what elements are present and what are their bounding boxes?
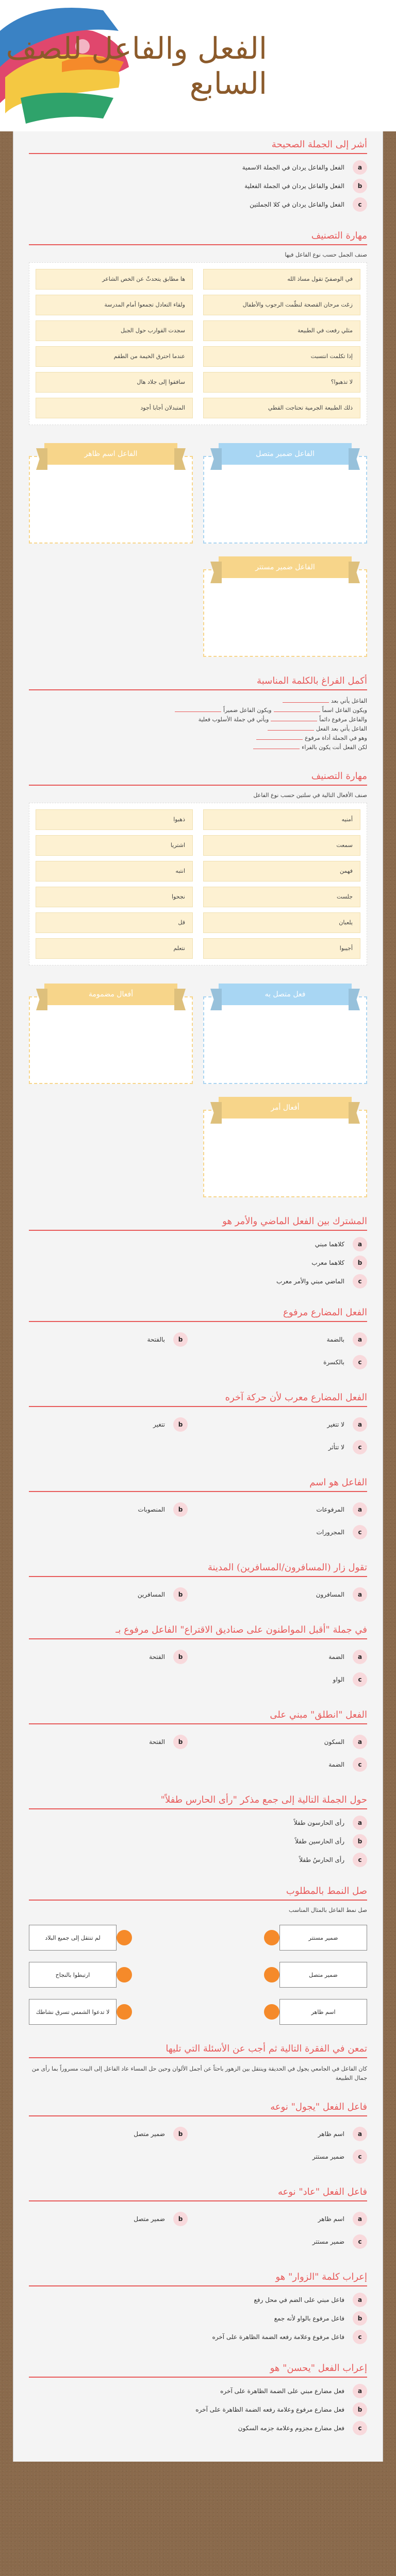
option-text: المنصوبات <box>138 1506 165 1513</box>
option-text: الفعل والفاعل يردان في الجملة الفعلية <box>244 182 344 190</box>
option-text: المرفوعات <box>316 1506 344 1513</box>
fill-line: الفاعل يأتي بعد الفعل <box>316 725 367 732</box>
draggable-chip[interactable]: اشتريا <box>36 835 193 856</box>
draggable-chip[interactable]: جلست <box>203 887 360 907</box>
option-b[interactable] <box>29 2127 188 2141</box>
question-title: الفاعل هو اسم <box>29 1477 367 1492</box>
option-a[interactable] <box>208 1650 367 1664</box>
option-b[interactable] <box>29 1256 367 1270</box>
drop-bin[interactable] <box>203 1094 367 1197</box>
bin-label: أفعال أمر <box>219 1097 352 1118</box>
option-letter: b <box>353 1834 367 1849</box>
draggable-chip[interactable]: نتعلم <box>36 938 193 959</box>
question-title: حول الجملة التالية إلى جمع مذكر "رأى الحارس طفلاً" <box>29 1794 367 1809</box>
question-8 <box>29 1477 367 1544</box>
fill-line: ويكون الفاعل اسماً <box>322 707 367 714</box>
drag-pool <box>29 262 367 425</box>
option-a[interactable] <box>208 1735 367 1749</box>
question-10 <box>29 1624 367 1691</box>
option-text: لا تتأثر <box>328 1444 344 1451</box>
option-a[interactable] <box>208 2212 367 2226</box>
draggable-chip[interactable]: ذلك الطبيعة الجرمية تحتاجت القطي <box>203 398 360 418</box>
draggable-chip[interactable]: مثلي رفعت في الطبيعة <box>203 320 360 341</box>
draggable-chip[interactable]: سجدت القوارب حول الجبل <box>36 320 193 341</box>
question-5 <box>29 1216 367 1289</box>
option-c[interactable] <box>208 1440 367 1454</box>
option-letter: b <box>173 1502 188 1517</box>
option-a[interactable] <box>29 2293 367 2307</box>
drop-bin[interactable] <box>203 554 367 657</box>
draggable-chip[interactable]: قل <box>36 912 193 933</box>
option-letter: b <box>353 1256 367 1270</box>
option-text: السكون <box>324 1738 344 1745</box>
option-c[interactable] <box>208 2234 367 2249</box>
fill-line: وهو في الجملة أداة مرفوع <box>305 735 367 741</box>
option-letter: a <box>353 1417 367 1432</box>
option-a[interactable] <box>208 2127 367 2141</box>
draggable-chip[interactable]: سافقوا إلى جلاد هال <box>36 372 193 393</box>
option-b[interactable] <box>29 179 367 193</box>
blank-input[interactable] <box>175 706 221 712</box>
option-text: الفتحة <box>149 1738 165 1745</box>
drop-bin[interactable] <box>203 981 367 1084</box>
option-letter: a <box>353 1816 367 1830</box>
option-letter: b <box>353 179 367 193</box>
fill-line: الفاعل يأتي بعد <box>331 698 367 704</box>
draggable-chip[interactable]: أجيبوا <box>203 938 360 959</box>
reading-paragraph: كان الفاعل في الجامعي يجول في الحديقة وينتقل بين الزهور باحثاً عن أجمل الألوان وحين حل المساء عاد الفاعل إلى البيت مسروراً بما رأى من جمال الطبيعة <box>31 2065 367 2081</box>
drop-bins <box>29 981 367 1197</box>
fill-line: لكن الفعل أنت يكون بالفراء <box>302 744 367 751</box>
option-letter: c <box>353 2330 367 2344</box>
bin-label: الفاعل ضمير مستتر <box>219 556 352 578</box>
question-17 <box>29 2272 367 2344</box>
question-title: الفعل المضارع معرب لأن حركة آخره <box>29 1392 367 1407</box>
worksheet-header <box>0 0 396 131</box>
option-a[interactable] <box>29 2384 367 2398</box>
match-dot-icon[interactable] <box>264 2004 279 2020</box>
option-c[interactable] <box>29 1853 367 1867</box>
draggable-chip[interactable]: فهمن <box>203 861 360 882</box>
option-b[interactable] <box>29 1502 188 1517</box>
draggable-chip[interactable]: ولقاء التعادل تجمعوا أمام المدرسة <box>36 295 193 315</box>
question-title: في جملة "أقبل المواطنون على صناديق الاقتراع" الفاعل مرفوع بـ <box>29 1624 367 1639</box>
match-dot-icon[interactable] <box>117 2004 132 2020</box>
option-text: ضمير متصل <box>134 2130 165 2138</box>
option-letter: a <box>353 1735 367 1749</box>
match-row <box>29 1925 367 1951</box>
question-title: الفعل المضارع مرفوع <box>29 1307 367 1322</box>
option-c[interactable] <box>29 2330 367 2344</box>
drop-bins <box>29 440 367 657</box>
match-left-box[interactable]: ضمير مستتر <box>279 1925 367 1951</box>
option-letter: a <box>353 2127 367 2141</box>
option-letter: a <box>353 2384 367 2398</box>
match-dot-icon[interactable] <box>117 1930 132 1945</box>
draggable-chip[interactable]: ذهبوا <box>36 809 193 830</box>
question-9 <box>29 1562 367 1606</box>
fill-line: ويكون الفاعل ضميراً <box>223 707 272 714</box>
option-text: اسم ظاهر <box>318 2130 344 2138</box>
bin-label: الفاعل اسم ظاهر <box>44 443 177 465</box>
option-text: فاعل مرفوع بالواو لأنه جمع <box>274 2315 344 2322</box>
option-b[interactable] <box>29 1332 188 1347</box>
option-c[interactable] <box>29 2421 367 2435</box>
drag-pool <box>29 803 367 965</box>
option-letter: c <box>353 1672 367 1687</box>
option-letter: c <box>353 1355 367 1369</box>
drop-bin[interactable] <box>29 981 193 1084</box>
option-letter: a <box>353 1587 367 1602</box>
option-c[interactable] <box>29 197 367 212</box>
option-letter: b <box>173 2127 188 2141</box>
match-left-box[interactable]: ضمير متصل <box>279 1962 367 1988</box>
question-title: تقول زار (المسافرون/المسافرين) المدينة <box>29 1562 367 1577</box>
question-title: أكمل الفراغ بالكلمة المناسبة <box>29 675 367 690</box>
option-letter: c <box>353 2421 367 2435</box>
option-letter: b <box>173 1650 188 1664</box>
option-text: رأى الحارسون طفلاً <box>293 1819 344 1826</box>
option-text: المسافرين <box>137 1591 165 1598</box>
option-letter: a <box>353 1650 367 1664</box>
match-dot-icon[interactable] <box>264 1967 279 1982</box>
option-text: الفعل والفاعل يردان في الجملة الاسمية <box>242 164 344 171</box>
option-letter: c <box>353 1757 367 1772</box>
option-b[interactable] <box>29 1650 188 1664</box>
question-subtitle: صنف الأفعال التالية في سلتين حسب نوع الفاعل <box>253 792 367 799</box>
match-right-box[interactable]: لم تنتقل إلى جميع البلاد <box>29 1925 117 1951</box>
option-letter: c <box>353 1853 367 1867</box>
question-18 <box>29 2363 367 2435</box>
option-text: الواو <box>333 1676 344 1683</box>
option-text: كلاهما معرب <box>311 1259 344 1266</box>
question-3 <box>29 675 367 752</box>
drop-bin[interactable] <box>29 440 193 544</box>
option-letter: b <box>353 2311 367 2326</box>
option-letter: b <box>173 1417 188 1432</box>
blank-input[interactable] <box>268 724 314 731</box>
question-2 <box>29 230 367 657</box>
option-a[interactable] <box>29 1237 367 1251</box>
option-letter: a <box>353 160 367 175</box>
option-text: المسافرون <box>316 1591 344 1598</box>
option-letter: a <box>353 2293 367 2307</box>
question-title: إعراب كلمة "الزوار" هو <box>29 2272 367 2286</box>
option-b[interactable] <box>29 2402 367 2417</box>
option-letter: c <box>353 1440 367 1454</box>
option-c[interactable] <box>29 1274 367 1289</box>
draggable-chip[interactable]: المتبدلان أجابا أجود <box>36 398 193 418</box>
question-title: فاعل الفعل "يجول" نوعه <box>29 2102 367 2116</box>
match-left-box[interactable]: اسم ظاهر <box>279 1999 367 2025</box>
option-text: فعل مضارع مجزوم وعلامة جزمه السكون <box>238 2425 344 2432</box>
match-row <box>29 1962 367 1988</box>
question-title: المشترك بين الفعل الماضي والأمر هو <box>29 1216 367 1231</box>
draggable-chip[interactable]: انتبه <box>36 861 193 882</box>
option-letter: a <box>353 1332 367 1347</box>
question-12 <box>29 1794 367 1867</box>
match-right-box[interactable]: لا تدعوا الشمس تسرق نشاطك <box>29 1999 117 2025</box>
draggable-chip[interactable]: في الوصفيّ تقول مساذ الله <box>203 269 360 290</box>
question-title: أشر إلى الجملة الصحيحة <box>29 139 367 154</box>
option-text: الفعل والفاعل يردان في كلا الجملتين <box>250 201 344 208</box>
blank-input[interactable] <box>274 706 320 712</box>
match-dot-icon[interactable] <box>117 1967 132 1982</box>
option-text: الضمة <box>328 1653 344 1660</box>
draggable-chip[interactable]: يلعبان <box>203 912 360 933</box>
option-a[interactable] <box>208 1332 367 1347</box>
option-c[interactable] <box>208 2149 367 2164</box>
question-1 <box>29 139 367 212</box>
option-a[interactable] <box>208 1502 367 1517</box>
option-letter: c <box>353 2149 367 2164</box>
fill-line: ويأتي في جملة الأسلوب فعلية <box>198 716 269 723</box>
option-letter: b <box>173 1587 188 1602</box>
option-text: لا تتغير <box>327 1421 344 1428</box>
option-letter: c <box>353 1274 367 1289</box>
question-15 <box>29 2102 367 2168</box>
draggable-chip[interactable]: إذا تكلمت انتسبت <box>203 346 360 367</box>
drop-bin[interactable] <box>203 440 367 544</box>
option-text: ضمير مستتر <box>312 2238 344 2245</box>
option-b[interactable] <box>29 2311 367 2326</box>
option-text: فاعل مرفوع وعلامة رفعه الضمة الظاهرة على آخره <box>212 2333 344 2341</box>
option-text: فعل مضارع مرفوع وعلامة رفعه الضمة الظاهرة على آخره <box>195 2406 344 2413</box>
match-dot-icon[interactable] <box>264 1930 279 1945</box>
option-text: الماضي مبني والأمر معرب <box>276 1278 344 1285</box>
bin-label: الفاعل ضمير متصل <box>219 443 352 465</box>
option-c[interactable] <box>208 1757 367 1772</box>
blank-input[interactable] <box>253 743 300 749</box>
option-text: بالكسرة <box>323 1359 344 1366</box>
blank-input[interactable] <box>256 734 303 740</box>
option-letter: a <box>353 1502 367 1517</box>
question-6 <box>29 1307 367 1374</box>
draggable-chip[interactable]: زعَت مرحان القصحة لنظّمت الرجوب والأطفال <box>203 295 360 315</box>
option-letter: c <box>353 1525 367 1539</box>
option-letter: a <box>353 2212 367 2226</box>
draggable-chip[interactable]: عندما احترق الخيمة من الطقم <box>36 346 193 367</box>
option-text: ضمير متصل <box>134 2215 165 2223</box>
question-title: مهارة التصنيف <box>29 230 367 245</box>
blank-input[interactable] <box>271 715 317 721</box>
question-title: صل النمط بالمطلوب <box>29 1886 367 1901</box>
option-letter: b <box>173 1332 188 1347</box>
option-letter: b <box>173 2212 188 2226</box>
option-text: رأى الحارسُ طفلاً <box>299 1856 344 1863</box>
option-letter: b <box>353 2402 367 2417</box>
option-a[interactable] <box>29 160 367 175</box>
option-c[interactable] <box>208 1355 367 1369</box>
fill-line: والفاعل مرفوع دائماً <box>319 716 367 723</box>
bin-label: فعل متصل به <box>219 984 352 1005</box>
bin-label: أفعال مضمومة <box>44 984 177 1005</box>
draggable-chip[interactable]: لا تذهبوا؟ <box>203 372 360 393</box>
question-14 <box>29 2043 367 2083</box>
question-subtitle: صنف الجمل حسب نوع الفاعل فيها <box>285 251 367 258</box>
option-b[interactable] <box>29 1735 188 1749</box>
option-b[interactable] <box>29 2212 188 2226</box>
blank-input[interactable] <box>283 697 329 703</box>
option-a[interactable] <box>208 1417 367 1432</box>
draggable-chip[interactable]: أمنيه <box>203 809 360 830</box>
draggable-chip[interactable]: سمعت <box>203 835 360 856</box>
question-title: إعراب الفعل "يحسن" هو <box>29 2363 367 2378</box>
match-row <box>29 1999 367 2025</box>
option-text: كلاهما مبني <box>315 1241 344 1248</box>
question-16 <box>29 2187 367 2253</box>
option-c[interactable] <box>208 1672 367 1687</box>
option-letter: c <box>353 197 367 212</box>
option-text: بالضمة <box>326 1336 344 1343</box>
option-letter: b <box>173 1735 188 1749</box>
option-text: بالفتحة <box>147 1336 165 1343</box>
question-4 <box>29 771 367 1197</box>
option-b[interactable] <box>29 1587 188 1602</box>
page-title: الفعل والفاعل للصف السابع <box>6 31 267 101</box>
option-a[interactable] <box>208 1587 367 1602</box>
option-text: فعل مضارع مبني على الضمة الظاهرة على آخره <box>220 2387 344 2395</box>
question-11 <box>29 1709 367 1776</box>
option-text: رأى الحارسين طفلاً <box>295 1838 344 1845</box>
option-text: تتغير <box>153 1421 165 1428</box>
option-letter: a <box>353 1237 367 1251</box>
question-title: تمعن في الفقرة التالية ثم أجب عن الأسئلة التي تليها <box>29 2043 367 2058</box>
draggable-chip[interactable]: نجحوا <box>36 887 193 907</box>
question-title: مهارة التصنيف <box>29 771 367 786</box>
option-text: الضمة <box>328 1761 344 1768</box>
option-text: اسم ظاهر <box>318 2215 344 2223</box>
option-text: الفتحة <box>149 1653 165 1660</box>
option-letter: c <box>353 2234 367 2249</box>
match-right-box[interactable]: ارتبطوا بالنجاح <box>29 1962 117 1988</box>
option-text: فاعل مبني على الضم في محل رفع <box>254 2296 344 2303</box>
question-title: فاعل الفعل "عاد" نوعه <box>29 2187 367 2201</box>
question-13 <box>29 1886 367 2025</box>
option-b[interactable] <box>29 1417 188 1432</box>
option-text: ضمير مستتر <box>312 2153 344 2160</box>
question-subtitle: صل نمط الفاعل بالمثال المناسب <box>289 1907 367 1913</box>
draggable-chip[interactable]: ها مطابق يتحدثّ عن الخص الشاعر <box>36 269 193 290</box>
fill-blank-text <box>29 697 367 752</box>
question-title: الفعل "انطلق" مبني على <box>29 1709 367 1724</box>
option-c[interactable] <box>208 1525 367 1539</box>
question-7 <box>29 1392 367 1459</box>
worksheet-content <box>13 131 383 2462</box>
option-a[interactable] <box>29 1816 367 1830</box>
option-b[interactable] <box>29 1834 367 1849</box>
option-text: المجرورات <box>316 1529 344 1536</box>
